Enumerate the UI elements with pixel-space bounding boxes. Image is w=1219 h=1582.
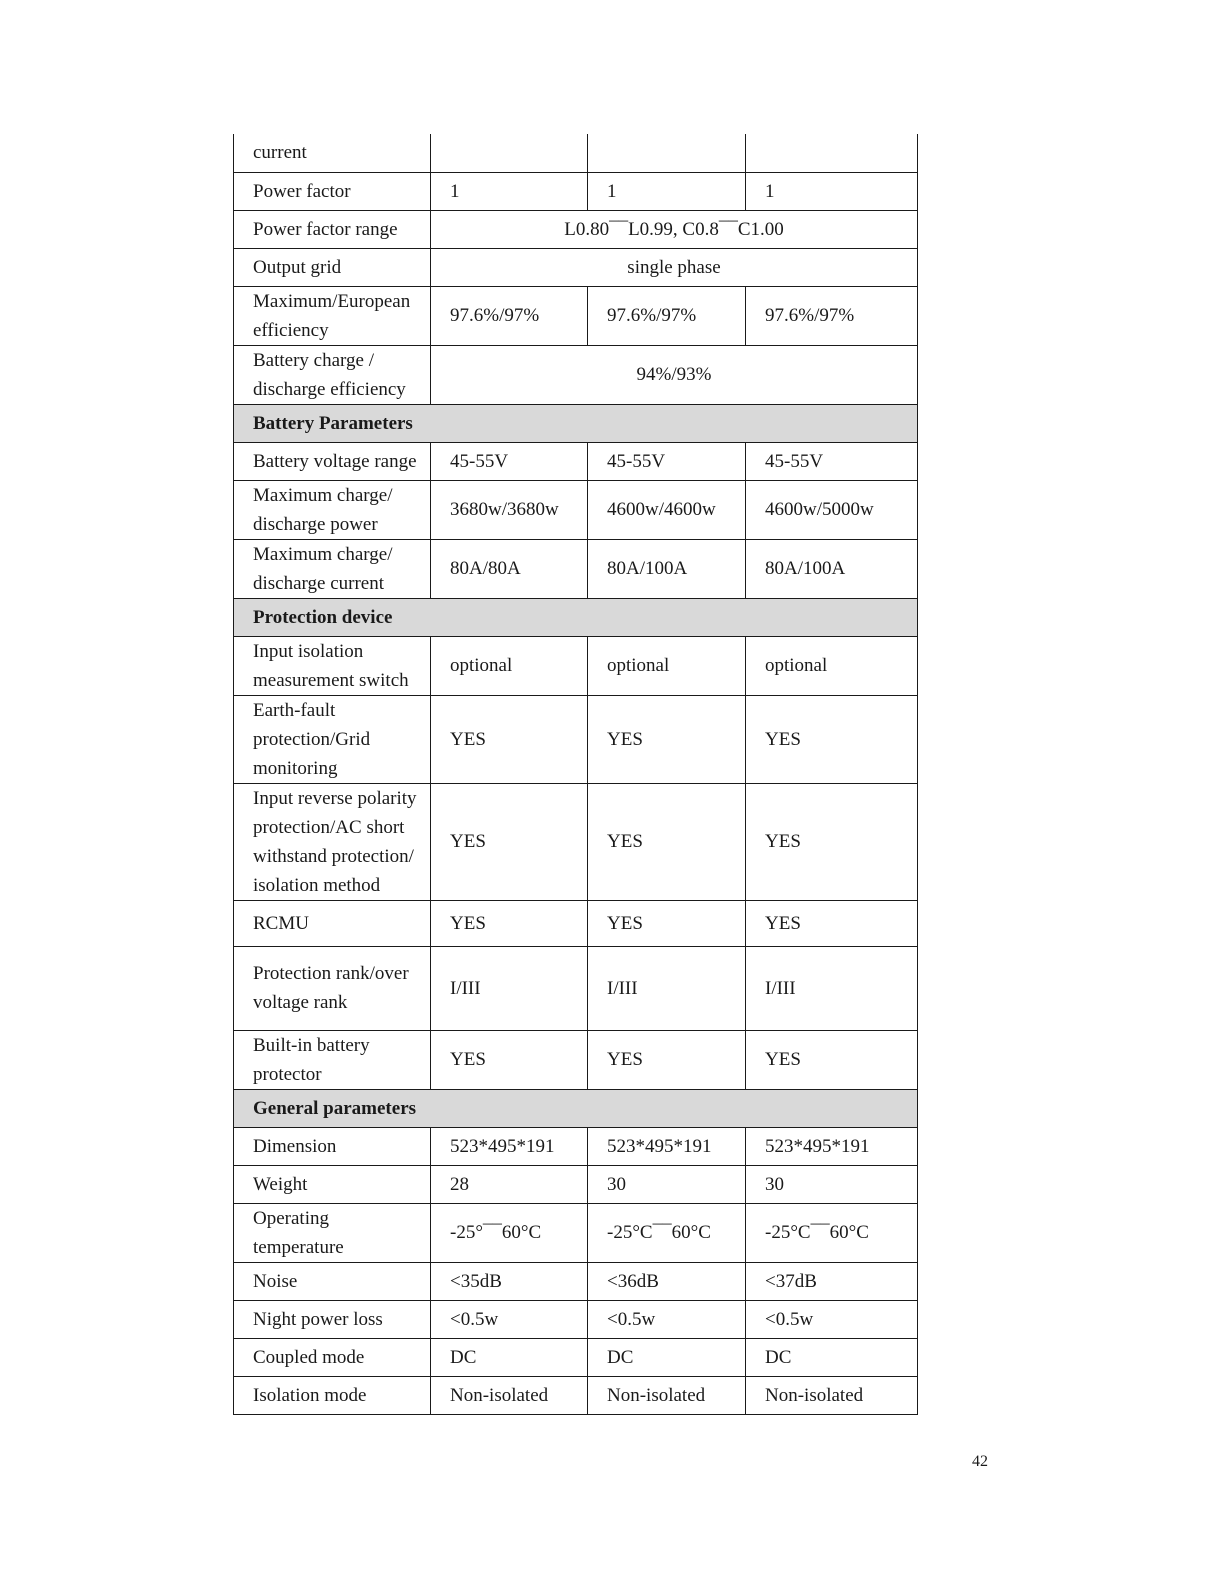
table-row	[234, 134, 918, 172]
value-cell: 80A/100A	[746, 539, 918, 598]
value-cell: YES	[588, 900, 746, 946]
value-cell: 30	[588, 1165, 746, 1203]
value-cell: 45-55V	[746, 442, 918, 480]
table-row	[234, 248, 918, 286]
row-label: Battery charge / discharge efficiency	[234, 345, 431, 404]
table-row	[234, 636, 918, 695]
table-row	[234, 480, 918, 539]
value-cell: Non-isolated	[588, 1376, 746, 1414]
merged-value-cell: single phase	[431, 248, 918, 286]
value-cell: 523*495*191	[746, 1127, 918, 1165]
value-cell	[431, 134, 588, 172]
value-cell: optional	[588, 636, 746, 695]
value-cell: -25°C¯¯60°C	[588, 1203, 746, 1262]
value-cell: 97.6%/97%	[588, 286, 746, 345]
value-cell: 45-55V	[588, 442, 746, 480]
row-label: Maximum/European efficiency	[234, 286, 431, 345]
value-cell: optional	[746, 636, 918, 695]
table-row	[234, 1127, 918, 1165]
section-header-row	[234, 404, 918, 442]
value-cell: 1	[588, 172, 746, 210]
merged-value-cell: L0.80¯¯L0.99, C0.8¯¯C1.00	[431, 210, 918, 248]
value-cell: YES	[431, 1030, 588, 1089]
row-label: Battery voltage range	[234, 442, 431, 480]
row-label: Maximum charge/ discharge power	[234, 480, 431, 539]
value-cell: <0.5w	[588, 1300, 746, 1338]
value-cell: <37dB	[746, 1262, 918, 1300]
value-cell: I/III	[746, 946, 918, 1030]
table-row	[234, 1165, 918, 1203]
row-label: Dimension	[234, 1127, 431, 1165]
value-cell: YES	[746, 783, 918, 900]
value-cell: 97.6%/97%	[746, 286, 918, 345]
row-label: Output grid	[234, 248, 431, 286]
table-row	[234, 946, 918, 1030]
table-row	[234, 1300, 918, 1338]
value-cell: Non-isolated	[431, 1376, 588, 1414]
value-cell: 1	[431, 172, 588, 210]
section-title: General parameters	[234, 1089, 918, 1127]
value-cell: 1	[746, 172, 918, 210]
section-title: Protection device	[234, 598, 918, 636]
value-cell: 80A/80A	[431, 539, 588, 598]
row-label: Power factor range	[234, 210, 431, 248]
value-cell: DC	[431, 1338, 588, 1376]
value-cell: -25°C¯¯60°C	[746, 1203, 918, 1262]
table-row	[234, 210, 918, 248]
value-cell: Non-isolated	[746, 1376, 918, 1414]
value-cell: 523*495*191	[431, 1127, 588, 1165]
row-label: Input reverse polarity protection/AC short withstand protection/ isolation method	[234, 783, 431, 900]
value-cell: YES	[588, 1030, 746, 1089]
value-cell: 30	[746, 1165, 918, 1203]
row-label: Isolation mode	[234, 1376, 431, 1414]
value-cell: -25°¯¯60°C	[431, 1203, 588, 1262]
value-cell	[588, 134, 746, 172]
value-cell: I/III	[588, 946, 746, 1030]
value-cell: 80A/100A	[588, 539, 746, 598]
table-row	[234, 1376, 918, 1414]
value-cell	[746, 134, 918, 172]
value-cell: 4600w/5000w	[746, 480, 918, 539]
section-header-row	[234, 1089, 918, 1127]
value-cell: I/III	[431, 946, 588, 1030]
value-cell: 4600w/4600w	[588, 480, 746, 539]
value-cell: <36dB	[588, 1262, 746, 1300]
value-cell: 45-55V	[431, 442, 588, 480]
value-cell: 3680w/3680w	[431, 480, 588, 539]
value-cell: DC	[588, 1338, 746, 1376]
section-title: Battery Parameters	[234, 404, 918, 442]
table-row	[234, 286, 918, 345]
row-label: RCMU	[234, 900, 431, 946]
value-cell: YES	[746, 695, 918, 783]
section-header-row	[234, 598, 918, 636]
value-cell: <35dB	[431, 1262, 588, 1300]
table-row	[234, 172, 918, 210]
table-row	[234, 783, 918, 900]
spec-table	[233, 134, 918, 1415]
row-label: Coupled mode	[234, 1338, 431, 1376]
table-row	[234, 695, 918, 783]
value-cell: YES	[431, 783, 588, 900]
merged-value-cell: 94%/93%	[431, 345, 918, 404]
value-cell: YES	[588, 695, 746, 783]
value-cell: <0.5w	[431, 1300, 588, 1338]
row-label: Operating temperature	[234, 1203, 431, 1262]
row-label: Built-in battery protector	[234, 1030, 431, 1089]
row-label: current	[234, 134, 431, 172]
table-row	[234, 1338, 918, 1376]
table-row	[234, 1203, 918, 1262]
table-row	[234, 1030, 918, 1089]
value-cell: 28	[431, 1165, 588, 1203]
table-row	[234, 1262, 918, 1300]
row-label: Maximum charge/ discharge current	[234, 539, 431, 598]
value-cell: <0.5w	[746, 1300, 918, 1338]
value-cell: optional	[431, 636, 588, 695]
value-cell: YES	[431, 900, 588, 946]
table-row	[234, 442, 918, 480]
row-label: Power factor	[234, 172, 431, 210]
page-number: 42	[972, 1453, 988, 1470]
value-cell: YES	[746, 900, 918, 946]
value-cell: YES	[588, 783, 746, 900]
value-cell: 523*495*191	[588, 1127, 746, 1165]
row-label: Protection rank/over voltage rank	[234, 946, 431, 1030]
value-cell: YES	[431, 695, 588, 783]
table-row	[234, 539, 918, 598]
value-cell: DC	[746, 1338, 918, 1376]
row-label: Noise	[234, 1262, 431, 1300]
table-row	[234, 345, 918, 404]
row-label: Weight	[234, 1165, 431, 1203]
value-cell: 97.6%/97%	[431, 286, 588, 345]
value-cell: YES	[746, 1030, 918, 1089]
table-row	[234, 900, 918, 946]
row-label: Earth-fault protection/Grid monitoring	[234, 695, 431, 783]
row-label: Input isolation measurement switch	[234, 636, 431, 695]
row-label: Night power loss	[234, 1300, 431, 1338]
